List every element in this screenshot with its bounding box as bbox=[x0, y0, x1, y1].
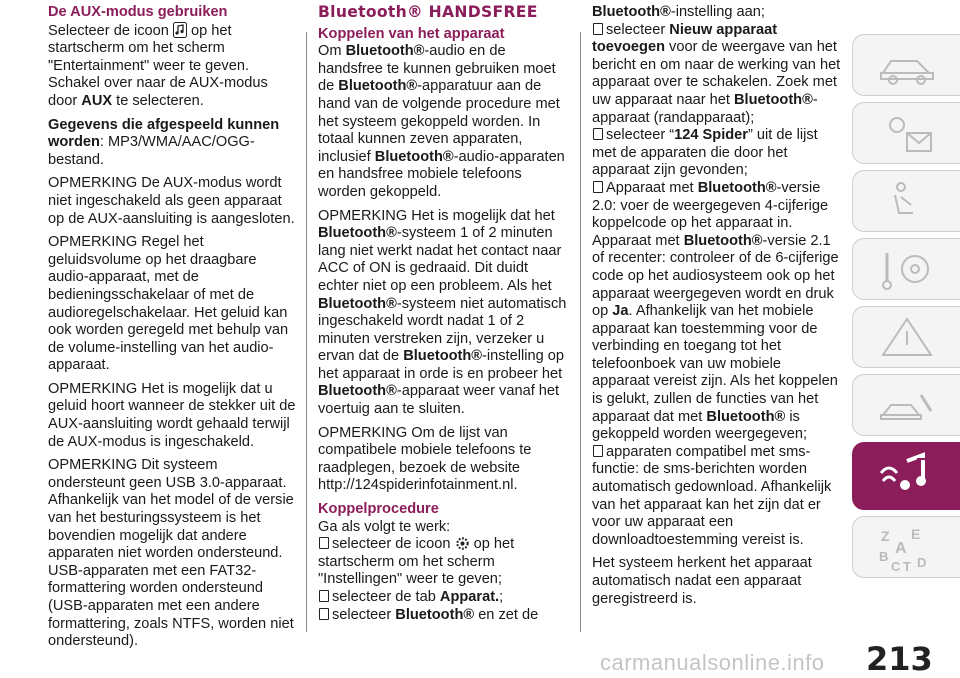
svg-text:E: E bbox=[911, 526, 921, 542]
checkbox-bullet-icon bbox=[593, 445, 603, 457]
svg-text:T: T bbox=[903, 559, 911, 573]
bluetooth-music-icon bbox=[877, 451, 941, 503]
svg-text:C: C bbox=[891, 559, 901, 573]
step-select-124-spider: selecteer “124 Spider” uit de lijst met de apparaten die door het apparaat zijn gevonden; bbox=[592, 127, 818, 179]
note-usb-support: OPMERKING Dit systeem ondersteunt geen USB 3.0-apparaat. Afhankelijk van het model of de versie van het besturingssysteem is het bovendien mogelijk dat andere apparaten niet worden ondersteund. USB-apparaten met een FAT32-formattering worden ondersteund (USB-apparaten met een andere formattering, zoals NTFS, worden niet ondersteund). bbox=[48, 457, 294, 650]
checkbox-bullet-icon bbox=[593, 23, 603, 35]
warning-lights-icon bbox=[877, 111, 937, 155]
tab-bluetooth-music[interactable] bbox=[852, 442, 960, 510]
subheading-pairing-procedure: Koppelprocedure bbox=[318, 501, 439, 518]
checkbox-bullet-icon bbox=[593, 181, 603, 193]
breakdown-icon bbox=[877, 383, 937, 427]
section-title-bluetooth: Bluetooth® HANDSFREE bbox=[318, 3, 538, 21]
checkbox-bullet-icon bbox=[319, 537, 329, 549]
page-number: 213 bbox=[866, 640, 933, 678]
note-bluetooth-delay: OPMERKING Het is mogelijk dat het Bluetooth®-systeem 1 of 2 minuten lang niet werkt nadat het contact naar ACC of ON is gedraaid. Dit duidt echter niet op een probleem. Als het Bluetooth®-systeem niet automatisch ingeschakeld wordt nadat 1 of 2 minuten verstreken zijn, verzeker u ervan dat de Bluetooth®-instelling op het apparaat in orde is en probeer het Bluetooth®-apparaat weer vanaf het voertuig aan te sluiten. bbox=[318, 207, 567, 418]
paragraph-aux-select: Selecteer de icoon op het startscherm om het scherm "Entertainment" weer te geven. Schakel over naar de AUX-modus door AUX te selecteren. bbox=[48, 22, 268, 109]
checkbox-bullet-icon bbox=[319, 590, 329, 602]
step-sms-compatible: apparaten compatibel met sms-functie: de sms-berichten worden automatisch gedownload. Afhankelijk van het apparaat kan het zijn dat er voor uw apparaat een downloadtoestemming vereist is. bbox=[592, 443, 832, 548]
column-divider bbox=[306, 32, 307, 632]
note-plug-noise: OPMERKING Het is mogelijk dat u geluid hoort wanneer de stekker uit de AUX-aansluiting wordt gehaald terwijl de AUX-modus is ingeschakeld. bbox=[48, 380, 296, 450]
tab-warning-lights[interactable] bbox=[852, 102, 960, 164]
paragraph-auto-recognize: Het systeem herkent het apparaat automatisch nadat een apparaat geregistreerd is. bbox=[592, 555, 812, 607]
step-select-bluetooth: selecteer Bluetooth® en zet de bbox=[318, 607, 570, 625]
tab-alphabet-index[interactable] bbox=[852, 516, 960, 578]
svg-text:D: D bbox=[917, 555, 927, 570]
tab-airbag-seat[interactable] bbox=[852, 170, 960, 232]
step-select-icon: selecteer de icoon op het startscherm om het scherm "Instellingen" weer te geven; bbox=[318, 536, 515, 588]
column-2 bbox=[318, 4, 570, 624]
tab-car[interactable] bbox=[852, 34, 960, 96]
column-1 bbox=[48, 4, 298, 657]
chapter-tabs bbox=[852, 34, 960, 584]
svg-text:A: A bbox=[895, 540, 907, 557]
hazard-triangle-icon bbox=[877, 315, 937, 359]
airbag-seat-icon bbox=[877, 179, 937, 223]
music-note-icon bbox=[173, 22, 187, 38]
note-compatible-phones: OPMERKING Om de lijst van compatibele mobiele telefoons te raadplegen, bezoek de website http://124spiderinfotainment.nl. bbox=[318, 424, 532, 494]
watermark: carmanualsonline.info bbox=[600, 650, 825, 675]
note-aux-not-enabled: OPMERKING De AUX-modus wordt niet ingeschakeld als geen apparaat op de AUX-aansluiting is aangesloten. bbox=[48, 175, 295, 227]
step-continue-setting: Bluetooth®-instelling aan; bbox=[592, 4, 765, 20]
paragraph-pairing-intro: Om Bluetooth®-audio en de handsfree te kunnen gebruiken moet de Bluetooth®-apparatuur aan de hand van de volgende procedure met het systeem gekoppeld worden. In totaal kunnen zeven apparaten, inclusief Bluetooth®-audio-apparaten en handsfree mobiele telefoons worden gekoppeld. bbox=[318, 43, 565, 200]
subheading-pairing: Koppelen van het apparaat bbox=[318, 25, 505, 42]
key-steering-icon bbox=[877, 247, 937, 291]
step-select-tab: selecteer de tab Apparat.; bbox=[318, 589, 570, 607]
note-volume: OPMERKING Regel het geluidsvolume op het draagbare audio-apparaat, met de bedieningsschakelaar of met de audioregelschakelaar. Het geluid kan ook worden geregeld met behulp van de volume-instelling van het audio-apparaat. bbox=[48, 234, 289, 374]
paragraph-steps-intro: Ga als volgt te werk: bbox=[318, 518, 451, 535]
svg-text:B: B bbox=[879, 549, 889, 564]
column-3 bbox=[592, 4, 842, 614]
tab-key-steering[interactable] bbox=[852, 238, 960, 300]
car-icon bbox=[877, 43, 937, 87]
paragraph-playable-data: Gegevens die afgespeeld kunnen worden: MP3/WMA/AAC/OGG-bestand. bbox=[48, 116, 280, 168]
svg-text:Z: Z bbox=[881, 528, 890, 544]
step-pairing-code: Apparaat met Bluetooth®-versie 2.0: voer de weergegeven 4-cijferige koppelcode op het apparaat in. Apparaat met Bluetooth®-versie 2.1 of recenter: controleer of de 6-cijferige code op het audiosysteem ook op het apparaat weergegeven wordt en druk op Ja. Afhankelijk van het mobiele apparaat kan toestemming voor de verbinding en toegang tot het telefoonboek van uw mobiele apparaat vereist zijn. Als het koppelen is gelukt, zullen de functies van het apparaat dat met Bluetooth® is gekoppeld worden weergegeven; bbox=[592, 179, 839, 443]
checkbox-bullet-icon bbox=[593, 128, 603, 140]
alphabet-index-icon bbox=[877, 525, 941, 573]
tab-breakdown[interactable] bbox=[852, 374, 960, 436]
column-divider bbox=[580, 32, 581, 632]
checkbox-bullet-icon bbox=[319, 608, 329, 620]
tab-hazard[interactable] bbox=[852, 306, 960, 368]
heading-aux-mode: De AUX-modus gebruiken bbox=[48, 4, 228, 20]
settings-gear-icon bbox=[455, 536, 470, 551]
step-add-device: selecteer Nieuw apparaat toevoegen voor de weergave van het bericht en om naar de werking van het apparaat over te schakelen. Zoek met uw apparaat naar het Bluetooth®-apparaat (randapparaat); bbox=[592, 21, 841, 126]
